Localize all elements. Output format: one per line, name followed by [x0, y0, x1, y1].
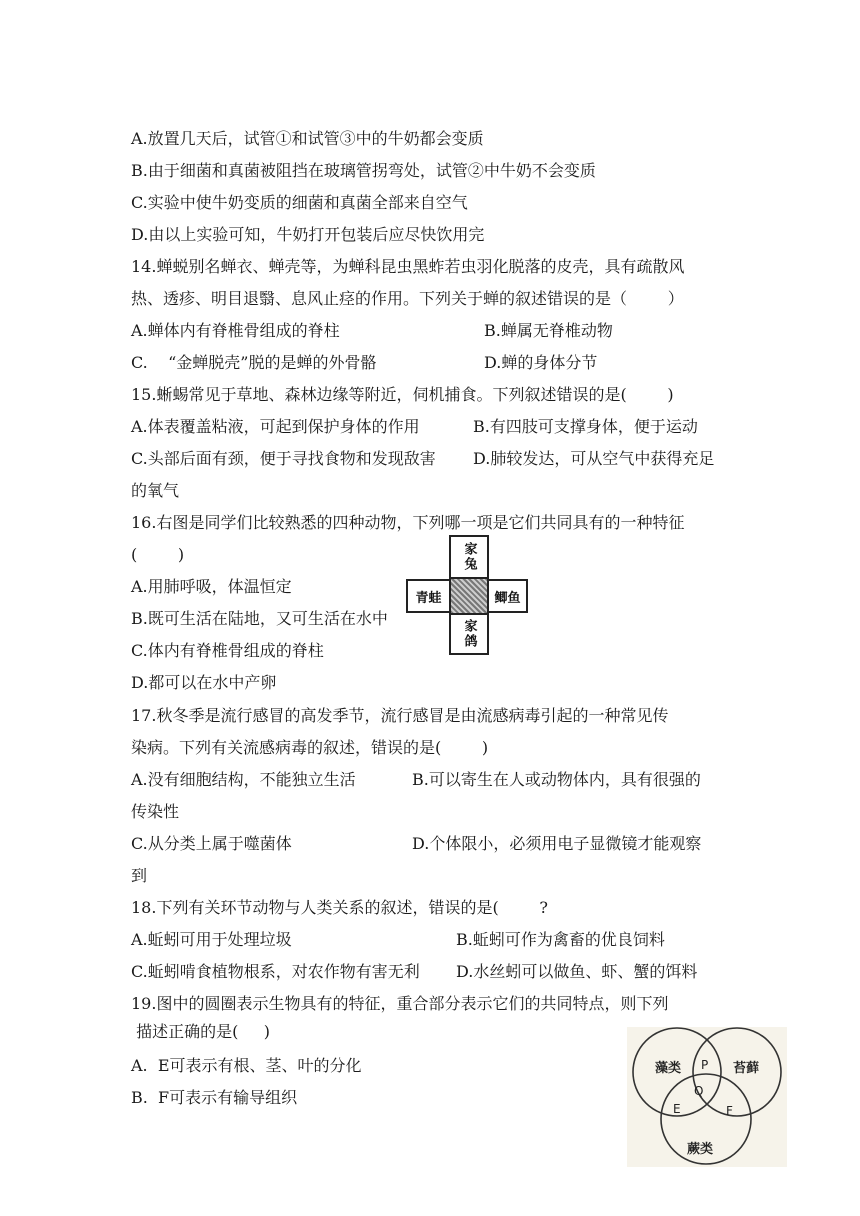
q17-option-d-cont: 到 — [131, 866, 148, 885]
animal-cross-figure — [406, 535, 528, 655]
q14-option-a: A.蝉体内有脊椎骨组成的脊柱 — [131, 321, 340, 340]
q13-option-d: D.由以上实验可知，牛奶打开包装后应尽快饮用完 — [131, 225, 485, 244]
venn-diagram — [627, 1027, 787, 1167]
q17-option-b: B.可以寄生在人或动物体内，具有很强的 — [412, 770, 701, 789]
q19-option-a: A. E可表示有根、茎、叶的分化 — [131, 1056, 362, 1075]
figure-left-label: 青蛙 — [406, 579, 451, 613]
q13-option-b: B.由于细菌和真菌被阻挡在玻璃管拐弯处，试管②中牛奶不会变质 — [131, 161, 596, 180]
venn-label-fern: 蕨类 — [687, 1142, 714, 1157]
venn-label-p: P — [701, 1058, 709, 1072]
q13-option-c: C.实验中使牛奶变质的细菌和真菌全部来自空气 — [131, 193, 468, 212]
q18-option-c: C.蚯蚓啃食植物根系，对农作物有害无利 — [131, 962, 420, 981]
figure-top-label: 家兔 — [449, 535, 489, 579]
q16-option-a: A.用肺呼吸，体温恒定 — [131, 577, 292, 596]
q17-option-d: D.个体限小，必须用电子显微镜才能观察 — [412, 834, 702, 853]
q15-option-b: B.有四肢可支撑身体，便于运动 — [473, 417, 698, 436]
q14-option-b: B.蝉属无脊椎动物 — [484, 321, 613, 340]
q16-stem-line1: 16.右图是同学们比较熟悉的四种动物，下列哪一项是它们共同具有的一种特征 — [131, 513, 685, 532]
q14-option-c: C. “金蝉脱壳”脱的是蝉的外骨骼 — [131, 353, 377, 372]
q15-option-a: A.体表覆盖粘液，可起到保护身体的作用 — [131, 417, 420, 436]
q17-option-c: C.从分类上属于噬菌体 — [131, 834, 292, 853]
venn-label-algae: 藻类 — [655, 1061, 682, 1076]
q18-option-a: A.蚯蚓可用于处理垃圾 — [131, 930, 292, 949]
q19-option-b: B. F可表示有输导组织 — [131, 1088, 298, 1107]
q17-option-a: A.没有细胞结构，不能独立生活 — [131, 770, 356, 789]
q18-option-b: B.蚯蚓可作为禽畜的优良饲料 — [456, 930, 665, 949]
figure-right-label: 鲫鱼 — [487, 579, 528, 613]
q19-stem-line1: 19.图中的圆圈表示生物具有的特征，重合部分表示它们的共同特点，则下列 — [131, 994, 669, 1013]
q17-option-b-cont: 传染性 — [131, 802, 180, 821]
q16-option-b: B.既可生活在陆地，又可生活在水中 — [131, 609, 388, 628]
venn-label-q: Q — [694, 1084, 704, 1098]
q15-option-c: C.头部后面有颈，便于寻找食物和发现敌害 — [131, 449, 436, 468]
q17-stem-line2: 染病。下列有关流感病毒的叙述，错误的是( ) — [131, 738, 489, 757]
q16-stem-line2: ( ) — [131, 545, 185, 564]
figure-center-image — [449, 577, 489, 615]
q18-stem: 18.下列有关环节动物与人类关系的叙述，错误的是( ? — [131, 898, 548, 917]
figure-bottom-label: 家鸽 — [449, 613, 489, 655]
q13-option-a: A.放置几天后，试管①和试管③中的牛奶都会变质 — [131, 129, 484, 148]
q17-stem-line1: 17.秋冬季是流行感冒的高发季节，流行感冒是由流感病毒引起的一种常见传 — [131, 706, 669, 725]
q18-option-d: D.水丝蚓可以做鱼、虾、蟹的饵料 — [456, 962, 698, 981]
venn-label-f: F — [726, 1104, 733, 1118]
q15-option-d: D.肺较发达，可从空气中获得充足 — [473, 449, 715, 468]
venn-label-e: E — [673, 1102, 681, 1116]
q15-option-d-cont: 的氧气 — [131, 481, 180, 500]
q14-stem-line2: 热、透疹、明目退翳、息风止痉的作用。下列关于蝉的叙述错误的是（ ） — [131, 289, 684, 308]
q19-stem-line2: 描述正确的是( ) — [131, 1022, 271, 1041]
venn-label-moss: 苔藓 — [733, 1061, 760, 1076]
q14-option-d: D.蝉的身体分节 — [484, 353, 598, 372]
q15-stem: 15.蜥蜴常见于草地、森林边缘等附近，伺机捕食。下列叙述错误的是( ) — [131, 385, 674, 404]
q16-option-c: C.体内有脊椎骨组成的脊柱 — [131, 641, 324, 660]
q16-option-d: D.都可以在水中产卵 — [131, 673, 277, 692]
q14-stem-line1: 14.蝉蜕别名蝉衣、蝉壳等，为蝉科昆虫黑蚱若虫羽化脱落的皮壳，具有疏散风 — [131, 257, 685, 276]
venn-svg — [627, 1027, 787, 1167]
